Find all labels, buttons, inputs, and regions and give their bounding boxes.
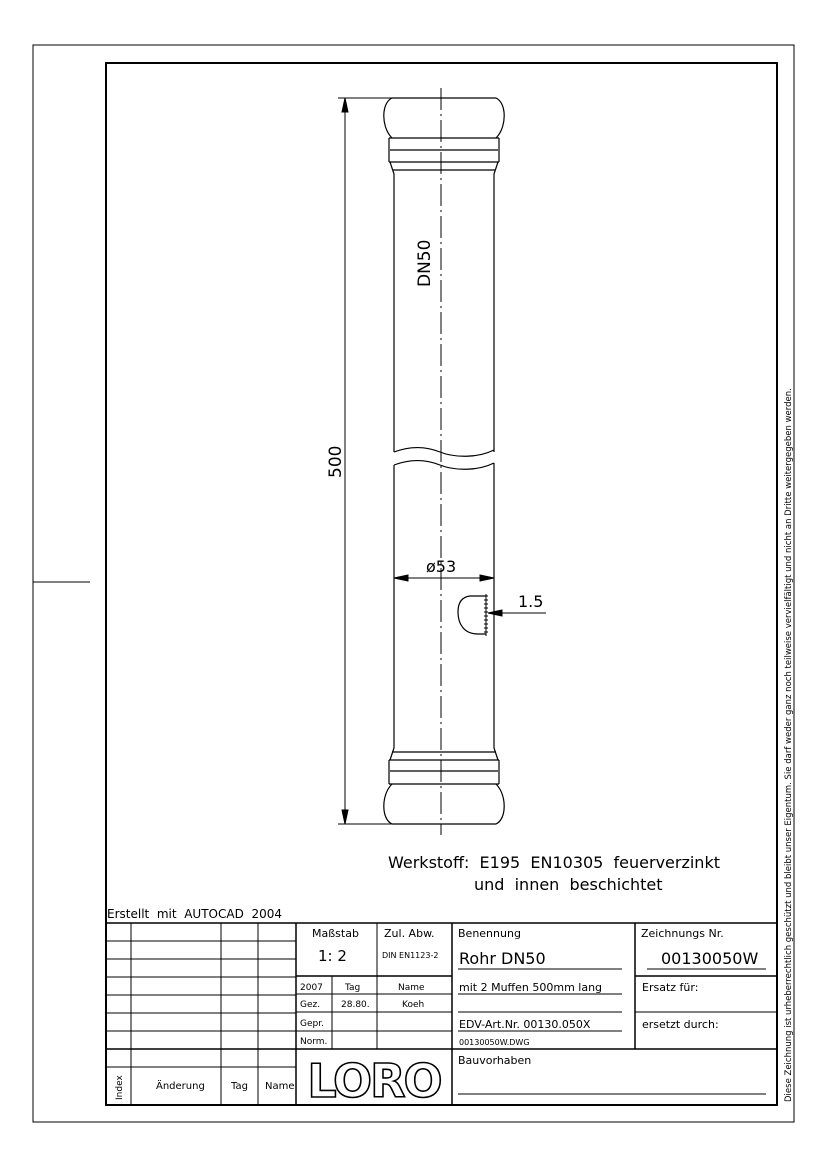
- name-col-header: Name: [398, 983, 425, 993]
- length-dimension: [338, 98, 392, 824]
- name-header: Benennung: [458, 927, 521, 940]
- gez-name: Koeh: [402, 1000, 425, 1010]
- break-line-lower: [394, 461, 494, 470]
- break-line-upper: [394, 448, 494, 457]
- rev-change-header: Änderung: [156, 1081, 205, 1092]
- name-value: Rohr DN50: [459, 949, 546, 968]
- material-line-2: und innen beschichtet: [474, 875, 663, 894]
- edv-art-nr: EDV-Art.Nr. 00130.050X: [459, 1018, 591, 1031]
- wall-hatch: [484, 594, 488, 636]
- replaced-by: ersetzt durch:: [642, 1018, 719, 1031]
- length-label: 500: [326, 445, 346, 478]
- tolerance-value: DIN EN1123-2: [382, 951, 439, 960]
- rev-tag-header: Tag: [231, 1081, 248, 1092]
- loro-logo: LORO: [307, 1054, 441, 1108]
- wall-thickness-label: 1.5: [518, 592, 544, 611]
- gez-label: Gez.: [300, 1000, 321, 1010]
- material-line-1: Werkstoff: E195 EN10305 feuerverzinkt: [388, 853, 720, 872]
- created-with-note: Erstellt mit AUTOCAD 2004: [107, 907, 282, 921]
- norm-label: Norm.: [300, 1037, 328, 1047]
- scale-header: Maßstab: [312, 927, 359, 940]
- drawing-no-header: Zeichnungs Nr.: [641, 927, 724, 940]
- dn-label: DN50: [415, 239, 435, 287]
- drawing-no-value: 00130050W: [661, 949, 759, 968]
- copyright-note: Diese Zeichnung ist urheberrechtlich geschützt und bleibt unser Eigentum. Sie darf weder ganz noch teilweise vervielfältigt und nicht an Dritte weitergegeben werden.: [784, 388, 794, 1102]
- tag-header: Tag: [345, 983, 361, 993]
- rev-index-header: Index: [115, 1075, 125, 1100]
- gez-date: 28.80.: [341, 1000, 370, 1010]
- rev-name-header: Name: [265, 1081, 295, 1092]
- bottom-socket: [384, 784, 504, 824]
- diameter-label: ø53: [426, 557, 457, 576]
- project-header: Bauvorhaben: [458, 1054, 532, 1067]
- tolerance-header: Zul. Abw.: [384, 927, 435, 940]
- scale-value: 1: 2: [318, 947, 347, 965]
- replacement-for: Ersatz für:: [642, 981, 699, 994]
- pipe-drawing: [384, 98, 504, 824]
- wall-section: [458, 596, 486, 634]
- year-value: 2007: [300, 983, 323, 993]
- top-socket: [384, 98, 504, 138]
- description-value: mit 2 Muffen 500mm lang: [459, 981, 603, 994]
- gepr-label: Gepr.: [300, 1019, 324, 1029]
- dwg-file: 00130050W.DWG: [459, 1038, 530, 1047]
